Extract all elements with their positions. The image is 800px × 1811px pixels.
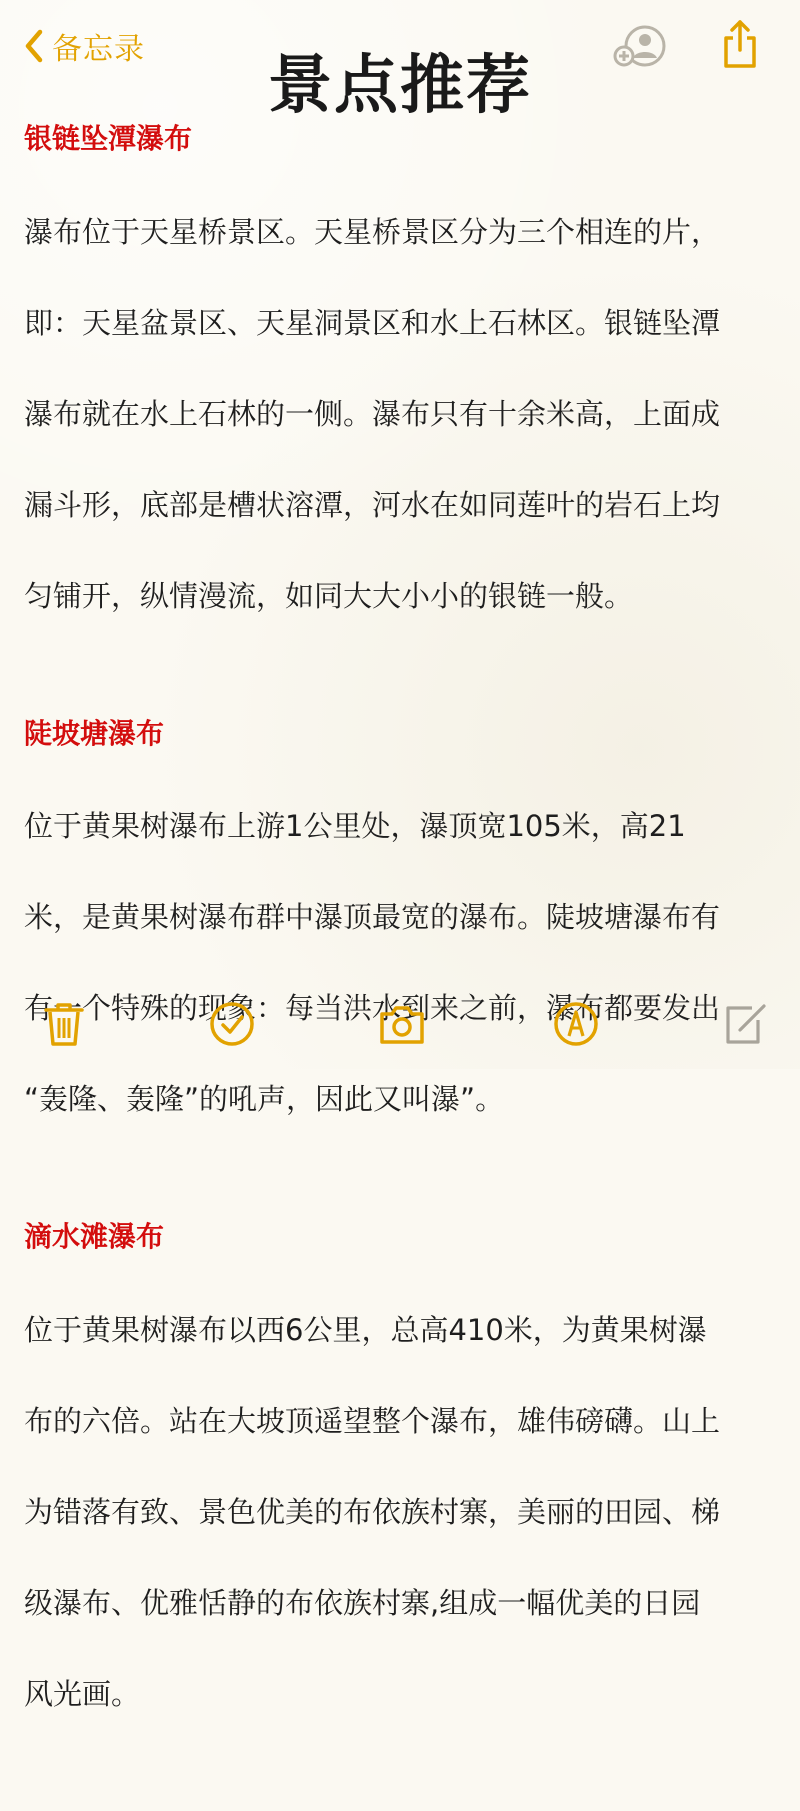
text-line: 位于黄果树瀑布上游1公里处，瀑顶宽105米，高21 <box>24 809 686 843</box>
text-line: 漏斗形，底部是槽状溶潭，河水在如同莲叶的岩石上均 <box>24 487 721 522</box>
section-title: 陡坡塘瀑布 <box>24 716 165 750</box>
compose-button[interactable] <box>722 1000 770 1048</box>
note-content[interactable] <box>24 118 776 1811</box>
camera-icon <box>378 1000 426 1048</box>
text-line: 瀑布位于天星桥景区。天星桥景区分为三个相连的片， <box>24 214 721 249</box>
share-button[interactable] <box>720 18 760 70</box>
checklist-button[interactable] <box>208 1000 256 1048</box>
note-title: 景点推荐 <box>268 49 532 123</box>
share-icon <box>720 18 760 70</box>
section-doupotang <box>24 713 776 1169</box>
text-line: 为错落有致、景色优美的布依族村寨，美丽的田园、梯 <box>24 1494 721 1529</box>
back-label: 备忘录 <box>52 32 145 67</box>
navigation-bar <box>0 0 800 123</box>
section-body <box>24 759 776 1169</box>
text-line: 瀑布就在水上石林的一侧。瀑布只有十余米高，上面成 <box>24 396 721 431</box>
text-line: 有一个特殊的现象：每当洪水到来之前，瀑布都要发出 <box>24 991 721 1025</box>
add-person-icon <box>612 22 666 70</box>
trash-icon <box>40 1000 88 1048</box>
add-person-button[interactable] <box>612 22 666 70</box>
section-title: 滴水滩瀑布 <box>24 1220 165 1253</box>
camera-button[interactable] <box>378 1000 426 1048</box>
section-dishuitan <box>24 1216 776 1763</box>
section-title: 银链坠潭瀑布 <box>24 122 193 155</box>
delete-button[interactable] <box>40 1000 88 1048</box>
text-line: 匀铺开，纵情漫流，如同大大小小的银链一般。 <box>24 578 634 613</box>
section-body <box>24 1262 776 1763</box>
text-line: 布的六倍。站在大坡顶遥望整个瀑布，雄伟磅礴。山上 <box>24 1403 721 1438</box>
bottom-toolbar <box>0 992 800 1069</box>
section-yinlian <box>24 118 776 665</box>
text-line: “轰隆、轰隆”的吼声，因此又叫瀑”。 <box>24 1082 505 1116</box>
markup-button[interactable] <box>552 1000 600 1048</box>
text-line: 即：天星盆景区、天星洞景区和水上石林区。银链坠潭 <box>24 305 721 340</box>
compose-icon <box>722 1000 770 1048</box>
checklist-icon <box>208 1000 256 1048</box>
section-body <box>24 164 776 665</box>
text-line: 级瀑布、优雅恬静的布依族村寨,组成一幅优美的日园 <box>24 1585 701 1620</box>
text-line: 风光画。 <box>24 1676 141 1711</box>
text-line: 位于黄果树瀑布以西6公里，总高410米，为黄果树瀑 <box>24 1312 707 1347</box>
markup-icon <box>552 1000 600 1048</box>
text-line: 米，是黄果树瀑布群中瀑顶最宽的瀑布。陡坡塘瀑布有 <box>24 900 721 934</box>
